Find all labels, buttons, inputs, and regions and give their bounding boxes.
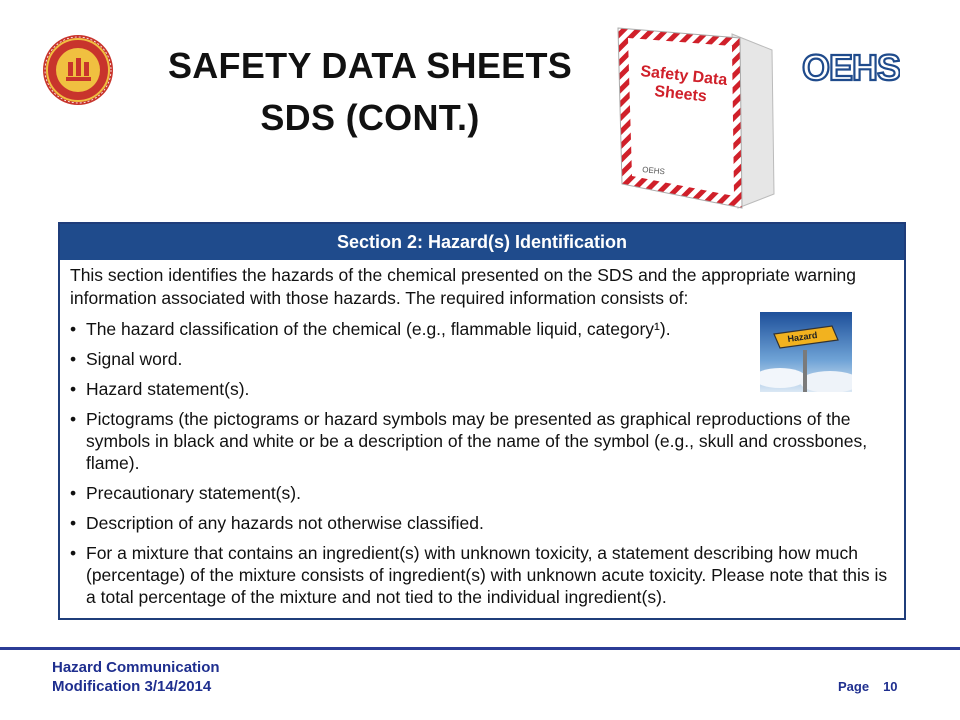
page-label: Page [838,679,870,694]
svg-text:Hazard: Hazard [786,329,819,344]
hazard-sign-image [760,312,852,392]
section-hazard-identification [58,222,906,620]
footer-info [52,658,220,696]
footer-modification-date: Modification 3/14/2014 [52,678,212,695]
list-item: • Signal word. [70,348,900,370]
title-line-1: SAFETY DATA SHEETS [167,45,573,86]
page-title [130,40,610,144]
list-item: • Description of any hazards not otherwise classified. [70,512,900,534]
svg-text:OEHS: OEHS [802,47,900,88]
title-line-2: SDS (CONT.) [260,97,480,138]
oehs-logo [800,46,900,88]
footer-title: Hazard Communication [52,659,220,676]
list-item: • For a mixture that contains an ingredient(s) with unknown toxicity, a statement describing how much (percentage) of the mixture consists of ingredient(s) with unknown acute toxicity. Please note that this is a total percentage of the mixture and not tied to the individual ingredient(s). [70,542,900,608]
list-item: • The hazard classification of the chemical (e.g., flammable liquid, category¹). [70,318,900,340]
section-heading: Section 2: Hazard(s) Identification [60,224,904,260]
district-seal-logo [42,34,114,106]
svg-text:Sheets: Sheets [653,83,708,106]
list-item: • Pictograms (the pictograms or hazard symbols may be presented as graphical reproductions of the symbols in black and white or be a description of the name of the symbol (e.g., skull and crossbones, flame). [70,408,900,474]
page-number: 10 [883,679,898,694]
svg-text:Safety Data: Safety Data [639,63,729,90]
page-indicator [838,679,898,694]
sds-binder-image [612,24,782,210]
footer-divider [0,647,960,650]
svg-text:OEHS: OEHS [641,165,666,177]
section-intro: This section identifies the hazards of the chemical presented on the SDS and the appropriate warning information associated with those hazards. The required information consists of: [70,265,857,308]
list-item: • Precautionary statement(s). [70,482,900,504]
list-item: • Hazard statement(s). [70,378,900,400]
